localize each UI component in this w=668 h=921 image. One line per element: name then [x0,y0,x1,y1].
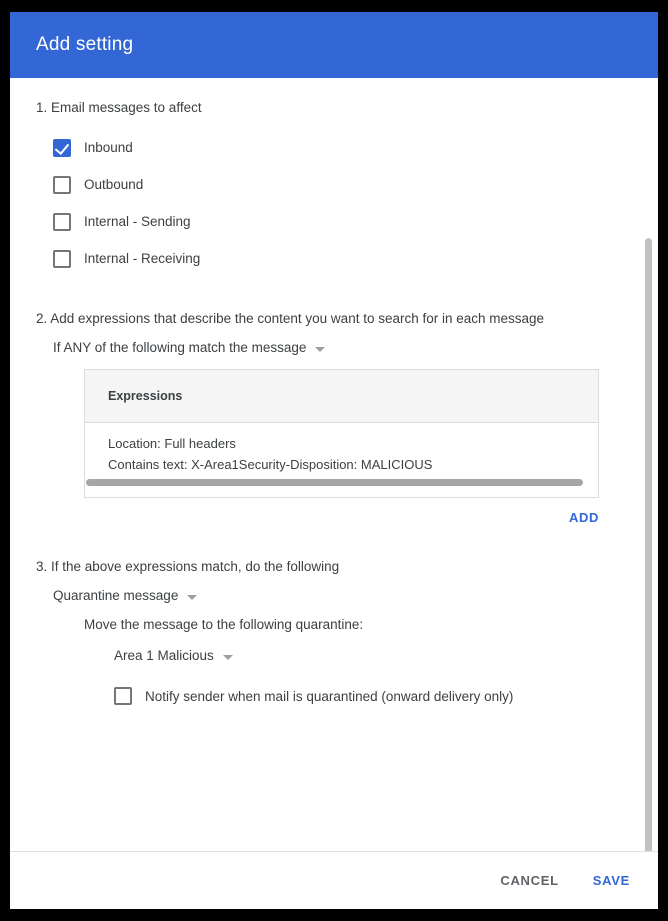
checkbox-outbound[interactable] [53,176,71,194]
checkbox-label-internal-receiving: Internal - Receiving [84,251,201,266]
quarantine-dropdown[interactable] [114,648,632,663]
chevron-down-icon [187,595,197,600]
vertical-scrollbar-thumb[interactable] [645,238,652,851]
notify-sender-row[interactable] [114,687,632,705]
checkbox-notify-sender[interactable] [114,687,132,705]
match-mode-value: If ANY of the following match the message [53,340,307,355]
checkbox-row-outbound[interactable] [36,166,632,203]
dialog-footer [10,851,658,909]
quarantine-value: Area 1 Malicious [114,648,214,663]
step1-section [36,100,632,277]
add-expression-button[interactable]: ADD [569,510,599,525]
expressions-table [84,369,599,498]
dialog-header [10,12,658,78]
action-dropdown[interactable] [36,588,632,603]
add-setting-dialog [10,12,658,909]
checkbox-label-inbound: Inbound [84,140,133,155]
expressions-table-body [85,423,598,497]
checkbox-row-internal-receiving[interactable] [36,240,632,277]
checkbox-label-internal-sending: Internal - Sending [84,214,191,229]
table-row[interactable]: Location: Full headers [108,436,236,451]
column-header-expressions: Expressions [108,389,183,403]
expressions-table-header [85,370,598,423]
vertical-scrollbar[interactable] [648,78,655,851]
checkbox-inbound[interactable] [53,139,71,157]
step3-label: 3. If the above expressions match, do the following [36,559,340,574]
step3-section [36,559,632,705]
checkbox-label-outbound: Outbound [84,177,144,192]
page-title: Add setting [36,34,134,55]
quarantine-description: Move the message to the following quarantine: [84,617,364,632]
step2-section [36,311,632,525]
match-mode-dropdown[interactable] [36,340,632,355]
table-row[interactable]: Contains text: X-Area1Security-Disposition: MALICIOUS [108,457,433,472]
cancel-button[interactable]: CANCEL [496,867,562,894]
checkbox-internal-sending[interactable] [53,213,71,231]
checkbox-row-inbound[interactable] [36,129,632,166]
step1-label: 1. Email messages to affect [36,100,202,115]
dialog-body [10,78,658,851]
add-expression-row [36,510,599,525]
action-value: Quarantine message [53,588,179,603]
step2-label: 2. Add expressions that describe the content you want to search for in each message [36,311,545,326]
quarantine-block [84,617,632,705]
save-button[interactable]: SAVE [589,867,634,894]
checkbox-row-internal-sending[interactable] [36,203,632,240]
horizontal-scrollbar[interactable] [85,479,598,491]
horizontal-scrollbar-thumb[interactable] [86,479,583,486]
checkbox-label-notify-sender: Notify sender when mail is quarantined (onward delivery only) [145,688,514,704]
chevron-down-icon [223,655,233,660]
chevron-down-icon [315,347,325,352]
checkbox-internal-receiving[interactable] [53,250,71,268]
